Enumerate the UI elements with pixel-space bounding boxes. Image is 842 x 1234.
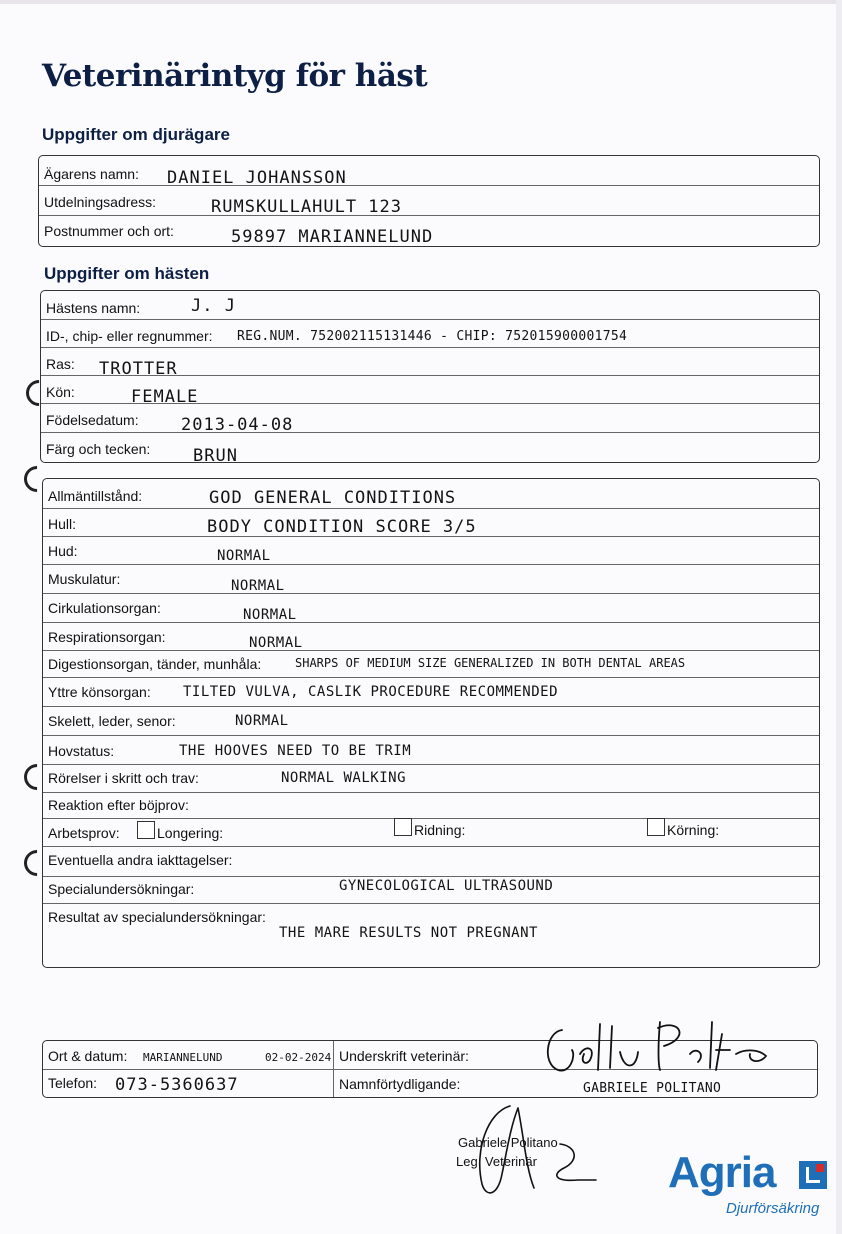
special-results-label: Resultat av specialundersökningar:	[48, 909, 266, 925]
logo-word: Agria	[668, 1148, 776, 1197]
genitals-value: TILTED VULVA, CASLIK PROCEDURE RECOMMENDED	[183, 684, 559, 700]
horse-row	[41, 432, 819, 466]
arbetsprov-label: Arbetsprov:	[48, 825, 120, 841]
exam-row	[43, 706, 819, 736]
place-date-date: 02-02-2024	[265, 1051, 332, 1064]
skin-label: Hud:	[48, 543, 78, 559]
horse-row	[41, 347, 819, 379]
owner-address-value: RUMSKULLAHULT 123	[211, 197, 402, 217]
exam-row	[43, 593, 819, 623]
genitals-label: Yttre könsorgan:	[48, 684, 151, 700]
stamp-signature	[448, 1098, 598, 1202]
horse-id-label: ID-, chip- eller regnummer:	[46, 328, 213, 344]
phone-label: Telefon:	[48, 1075, 98, 1091]
horse-row	[41, 319, 819, 348]
owner-address-label: Utdelningsadress:	[44, 194, 157, 210]
place-date-row	[43, 1041, 333, 1070]
exam-row	[43, 536, 819, 565]
ridning-checkbox[interactable]	[394, 818, 412, 836]
horse-birthdate-label: Födelsedatum:	[46, 412, 139, 428]
exam-row	[43, 622, 819, 651]
owner-box	[38, 155, 820, 247]
special-exams-label: Specialundersökningar:	[48, 881, 195, 897]
signature-label: Underskrift veterinär:	[339, 1048, 469, 1064]
exam-row	[43, 508, 819, 537]
general-condition-value: GOD GENERAL CONDITIONS	[209, 488, 457, 508]
digestion-value: SHARPS OF MEDIUM SIZE GENERALIZED IN BOTH DENTAL AREAS	[295, 656, 686, 670]
name-value: GABRIELE POLITANO	[583, 1081, 722, 1096]
horse-section-heading: Uppgifter om hästen	[44, 264, 210, 283]
veterinarian-signature	[540, 1014, 780, 1080]
respiration-label: Respirationsorgan:	[48, 629, 166, 645]
owner-row	[39, 215, 819, 246]
horse-breed-label: Ras:	[46, 356, 75, 372]
owner-row	[39, 185, 819, 216]
horse-color-label: Färg och tecken:	[46, 441, 151, 457]
korning-label: Körning:	[667, 822, 720, 838]
horse-sex-value: FEMALE	[131, 387, 199, 407]
ridning-label: Ridning:	[414, 822, 466, 838]
circulation-value: NORMAL	[243, 607, 297, 623]
scan-top-edge	[0, 0, 842, 4]
respiration-value: NORMAL	[249, 635, 303, 651]
exam-row	[43, 792, 819, 819]
digestion-label: Digestionsorgan, tänder, munhåla:	[48, 656, 262, 672]
exam-row	[43, 650, 819, 678]
special-results-value: THE MARE RESULTS NOT PREGNANT	[279, 925, 538, 941]
general-condition-label: Allmäntillstånd:	[48, 488, 143, 504]
exam-row	[43, 564, 819, 594]
longering-checkbox[interactable]	[137, 821, 155, 839]
exam-row	[43, 677, 819, 707]
stamp-title: Leg. Veterinär	[456, 1154, 537, 1169]
exam-box	[42, 478, 820, 968]
horse-row	[41, 291, 819, 320]
exam-row	[43, 846, 819, 877]
skeleton-value: NORMAL	[235, 713, 289, 729]
hooves-label: Hovstatus:	[48, 743, 115, 759]
skin-value: NORMAL	[217, 548, 271, 564]
owner-row	[39, 156, 819, 186]
horse-box	[40, 290, 820, 466]
body-condition-label: Hull:	[48, 516, 77, 532]
horse-color-value: BRUN	[193, 446, 238, 466]
korning-checkbox[interactable]	[647, 818, 665, 836]
owner-section-heading: Uppgifter om djurägare	[42, 125, 230, 144]
movement-value: NORMAL WALKING	[281, 770, 407, 786]
longering-label: Longering:	[157, 825, 224, 841]
exam-row	[43, 479, 819, 509]
place-date-label: Ort & datum:	[48, 1048, 128, 1064]
special-exams-value: GYNECOLOGICAL ULTRASOUND	[339, 878, 554, 894]
horse-sex-label: Kön:	[46, 384, 75, 400]
flexion-label: Reaktion efter böjprov:	[48, 797, 189, 813]
exam-row	[43, 903, 819, 967]
agria-logo	[668, 1148, 833, 1228]
exam-row	[43, 735, 819, 765]
horse-breed-value: TROTTER	[99, 359, 178, 379]
exam-row	[43, 764, 819, 793]
exam-row	[43, 876, 819, 904]
movement-label: Rörelser i skritt och trav:	[48, 770, 199, 786]
stamp-name: Gabriele Politano	[458, 1135, 558, 1150]
scan-right-edge	[836, 0, 842, 1234]
horse-name-label: Hästens namn:	[46, 300, 141, 316]
skeleton-label: Skelett, leder, senor:	[48, 713, 176, 729]
owner-postal-label: Postnummer och ort:	[44, 223, 174, 239]
owner-postal-value: 59897 MARIANNELUND	[231, 227, 434, 247]
circulation-label: Cirkulationsorgan:	[48, 600, 161, 616]
exam-row-arbetsprov	[43, 818, 819, 847]
other-observations-label: Eventuella andra iakttagelser:	[48, 852, 233, 868]
phone-value: 073-5360637	[115, 1075, 239, 1095]
place-date-place: MARIANNELUND	[143, 1051, 223, 1064]
logo-subtitle: Djurförsäkring	[726, 1200, 820, 1217]
muscles-label: Muskulatur:	[48, 571, 121, 587]
horse-row	[41, 403, 819, 433]
horse-row	[41, 375, 819, 407]
owner-name-label: Ägarens namn:	[44, 166, 139, 182]
horse-name-value: J. J	[191, 296, 236, 316]
body-condition-value: BODY CONDITION SCORE 3/5	[207, 517, 477, 537]
document-title: Veterinärintyg för häst	[42, 58, 428, 94]
horse-birthdate-value: 2013-04-08	[181, 415, 294, 435]
owner-name-value: DANIEL JOHANSSON	[167, 168, 347, 188]
logo-mark-icon	[799, 1161, 827, 1189]
name-label: Namnförtydligande:	[339, 1076, 461, 1092]
horse-id-value: REG.NUM. 752002115131446 - CHIP: 752015900001754	[237, 329, 628, 344]
hooves-value: THE HOOVES NEED TO BE TRIM	[179, 743, 412, 759]
muscles-value: NORMAL	[231, 578, 285, 594]
footer-left-column	[43, 1041, 334, 1097]
